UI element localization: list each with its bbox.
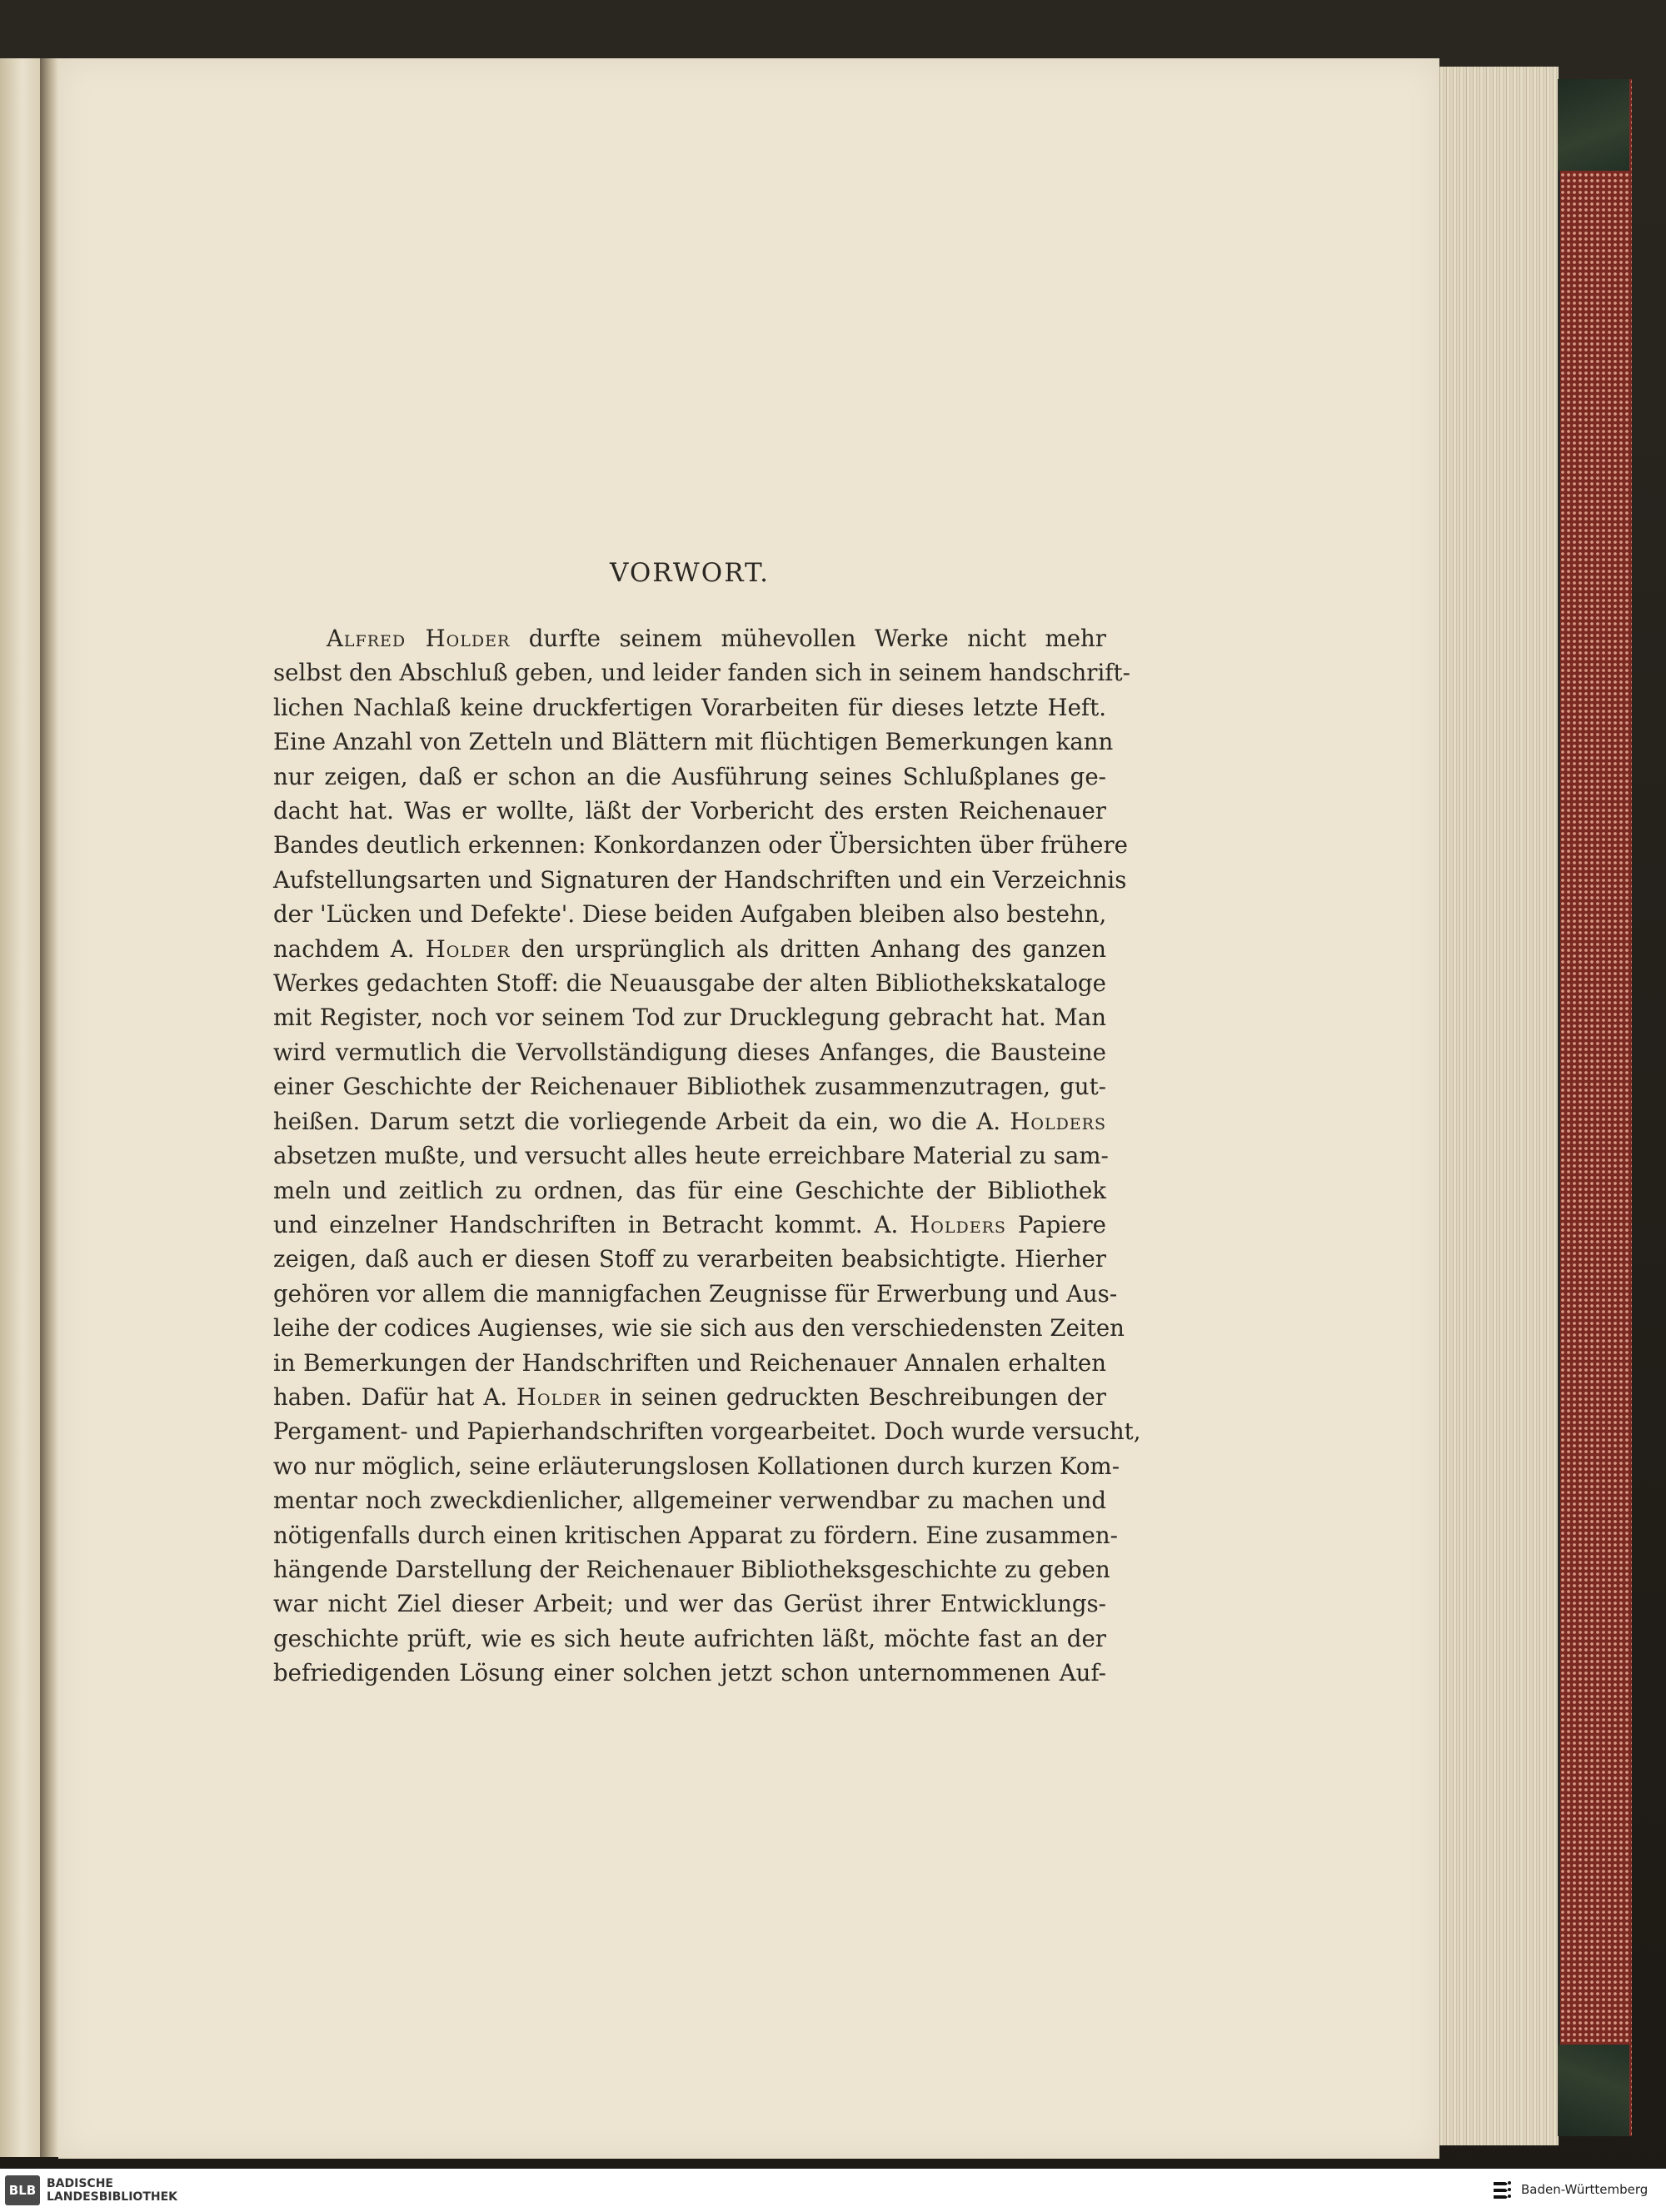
text-line (273, 1346, 1106, 1380)
text-run: haben. Dafür hat A. (273, 1382, 516, 1411)
text-line (273, 1622, 1106, 1656)
book-binding (1558, 79, 1632, 2136)
small-caps-name: Holders (910, 1210, 1006, 1238)
footer-bar (0, 2169, 1666, 2212)
left-page-edge (0, 58, 42, 2157)
text-line (273, 897, 1106, 931)
text-run: selbst den Abschluß geben, und leider fanden sich in seinem handschrift- (273, 659, 1130, 687)
text-line (273, 1000, 1106, 1034)
text-run: Eine Anzahl von Zetteln und Blättern mit flüchtigen Bemerkungen kann (273, 728, 1114, 756)
text-line (273, 1173, 1106, 1208)
text-run: in Bemerkungen der Handschriften und Reichenauer Annalen erhalten (273, 1348, 1106, 1377)
text-line (273, 1587, 1106, 1621)
small-caps-name: Holders (1010, 1107, 1106, 1135)
library-name-line1: BADISCHE (47, 2177, 113, 2190)
text-line (273, 1311, 1125, 1345)
text-run: nachdem A. (273, 934, 426, 963)
text-run: mit Register, noch vor seinem Tod zur Drucklegung gebracht hat. Man (273, 1004, 1106, 1032)
page-heading: VORWORT. (610, 558, 770, 588)
text-run: und einzelner Handschriften in Betracht kommt. A. (273, 1210, 910, 1238)
text-run: absetzen mußte, und versucht alles heute erreichbare Material zu sam- (273, 1142, 1109, 1170)
text-line (273, 1138, 1109, 1173)
text-line (273, 1035, 1106, 1069)
blb-logo[interactable]: BLB (5, 2175, 40, 2205)
text-line (273, 655, 1130, 690)
text-line (273, 1483, 1106, 1517)
text-line (273, 1380, 1106, 1414)
text-line (273, 828, 1128, 862)
text-line (273, 725, 1114, 759)
small-caps-name: Holder (516, 1382, 601, 1411)
text-line (273, 932, 1106, 966)
text-run: Aufstellungsarten und Signaturen der Handschriften und ein Verzeichnis (273, 865, 1127, 894)
text-line (273, 1449, 1120, 1483)
text-run: den ursprünglich als dritten Anhang des ganzen (510, 934, 1106, 963)
text-run: Bandes deutlich erkennen: Konkordanzen oder Übersichten über frühere (273, 831, 1128, 859)
text-run: hängende Darstellung der Reichenauer Bibliotheksgeschichte zu geben (273, 1555, 1110, 1583)
text-run: lichen Nachlaß keine druckfertigen Vorarbeiten für dieses letzte Heft. (273, 693, 1106, 721)
text-line (273, 1414, 1141, 1448)
text-line (273, 1208, 1106, 1242)
text-run: heißen. Darum setzt die vorliegende Arbeit da ein, wo die A. (273, 1107, 1010, 1135)
page-fore-edge (1439, 67, 1559, 2145)
text-line (273, 966, 1106, 1000)
text-run: meln und zeitlich zu ordnen, das für eine Geschichte der Bibliothek (273, 1176, 1106, 1204)
book-gutter (40, 58, 58, 2157)
text-line (273, 1518, 1118, 1552)
text-line (273, 863, 1127, 897)
text-run: leihe der codices Augienses, wie sie sich aus den verschiedensten Zeiten (273, 1314, 1125, 1343)
text-run: geschichte prüft, wie es sich heute aufrichten läßt, möchte fast an der (273, 1624, 1106, 1652)
text-run: wird vermutlich die Vervollständigung dieses Anfanges, die Bausteine (273, 1038, 1106, 1066)
text-block (273, 558, 1141, 1691)
text-run: nötigenfalls durch einen kritischen Apparat zu fördern. Eine zusammen- (273, 1521, 1118, 1549)
binding-corner-bottom (1558, 2045, 1629, 2136)
library-name-line2: LANDESBIBLIOTHEK (47, 2190, 178, 2204)
text-run: Papiere (1005, 1210, 1107, 1238)
text-run: durfte seinem mühevollen Werke nicht mehr (510, 625, 1106, 652)
text-run: dacht hat. Was er wollte, läßt der Vorbericht des ersten Reichenauer (273, 797, 1106, 825)
body-paragraph (273, 621, 1141, 1691)
text-line (273, 621, 1106, 655)
text-line (273, 1656, 1106, 1690)
text-line (273, 1104, 1106, 1138)
binding-corner-top (1558, 79, 1629, 171)
text-run: gehören vor allem die mannigfachen Zeugnisse für Erwerbung und Aus- (273, 1279, 1118, 1308)
text-run: einer Geschichte der Reichenauer Bibliothek zusammenzutragen, gut- (273, 1073, 1106, 1101)
text-line (273, 1552, 1110, 1587)
library-name[interactable] (47, 2177, 177, 2204)
text-run: Pergament- und Papierhandschriften vorgearbeitet. Doch wurde versucht, (273, 1417, 1141, 1446)
small-caps-name: Holder (425, 934, 511, 963)
text-run: befriedigenden Lösung einer solchen jetzt schon unternommenen Auf- (273, 1659, 1106, 1687)
small-caps-name: Alfred Holder (327, 625, 511, 652)
text-run: war nicht Ziel dieser Arbeit; und wer das Gerüst ihrer Entwicklungs- (273, 1590, 1106, 1618)
text-run: in seinen gedruckten Beschreibungen der (601, 1382, 1106, 1411)
state-name[interactable]: Baden-Württemberg (1521, 2182, 1649, 2197)
text-line (273, 690, 1106, 725)
text-run: nur zeigen, daß er schon an die Ausführung seines Schlußplanes ge- (273, 762, 1106, 790)
text-run: Werkes gedachten Stoff: die Neuausgabe der alten Bibliothekskataloge (273, 969, 1106, 998)
text-line (273, 1242, 1106, 1276)
text-run: mentar noch zweckdienlicher, allgemeiner verwendbar zu machen und (273, 1487, 1106, 1515)
text-line (273, 794, 1106, 828)
text-line (273, 760, 1106, 794)
text-run: zeigen, daß auch er diesen Stoff zu verarbeiten beabsichtigte. Hierher (273, 1245, 1106, 1273)
text-run: der 'Lücken und Defekte'. Diese beiden Aufgaben bleiben also bestehn, (273, 900, 1107, 929)
text-line (273, 1277, 1118, 1311)
text-line (273, 1069, 1106, 1104)
three-lions-icon (1489, 2177, 1516, 2204)
text-run: wo nur möglich, seine erläuterungslosen Kollationen durch kurzen Kom- (273, 1452, 1120, 1480)
